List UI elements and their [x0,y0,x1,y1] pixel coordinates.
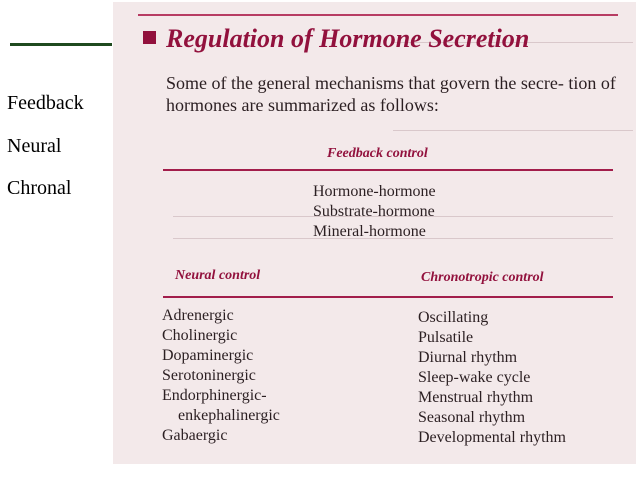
list-item: Dopaminergic [162,347,254,364]
side-label-neural: Neural [7,135,62,157]
list-item: Hormone-hormone [313,183,436,200]
list-item: enkephalinergic [178,407,280,424]
list-item: Substrate-hormone [313,203,435,220]
feedback-title: Feedback control [327,146,428,161]
textbook-page [113,2,636,464]
list-item: Pulsatile [418,329,474,346]
list-item: Serotoninergic [162,367,256,384]
bleed-through [393,130,633,131]
list-item: Gabaergic [162,427,228,444]
list-item: Menstrual rhythm [418,389,534,406]
square-bullet-icon [143,31,156,44]
section-heading [143,24,529,54]
side-label-feedback: Feedback [7,92,84,114]
list-item: Sleep-wake cycle [418,369,531,386]
list-item: Diurnal rhythm [418,349,518,366]
heading-text: Regulation of Hormone Secretion [166,24,530,53]
chronotropic-title: Chronotropic control [421,270,544,285]
intro-paragraph: Some of the general mechanisms that govern the secre- tion of hormones are summarized as follows: [166,73,616,115]
list-item: Seasonal rhythm [418,409,526,426]
neural-title: Neural control [175,268,261,283]
decorative-rule [10,43,112,46]
list-item: Developmental rhythm [418,429,566,446]
list-item: Mineral-hormone [313,223,426,240]
chronotropic-list [418,308,566,448]
top-rule [138,14,618,16]
list-item: Endorphinergic- [162,387,267,404]
list-item: Oscillating [418,309,489,326]
list-item: Cholinergic [162,327,238,344]
list-item: Adrenergic [162,307,234,324]
columns-rule [163,296,613,298]
feedback-rule [163,169,613,171]
neural-list [162,306,280,446]
feedback-list [313,182,436,242]
side-label-chronal: Chronal [7,177,72,199]
